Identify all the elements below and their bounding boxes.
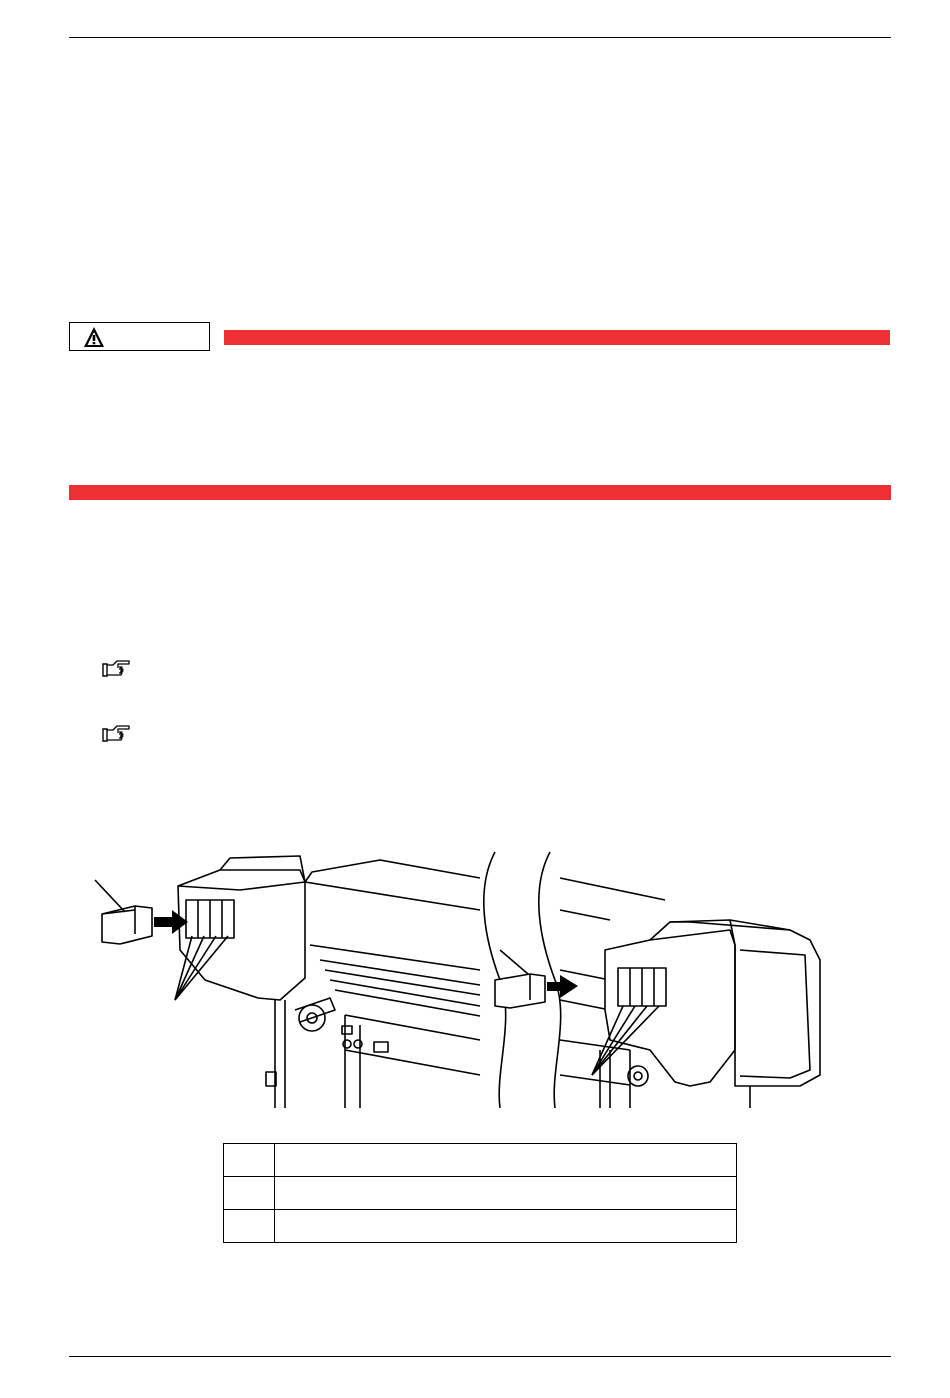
footer-rule — [69, 1356, 891, 1357]
header-rule — [69, 37, 891, 38]
warning-bottom-bar — [69, 485, 891, 500]
pointing-hand-icon — [101, 658, 131, 680]
ink-cartridge-insertion-illustration — [90, 850, 835, 1108]
table-cell-text — [275, 1210, 737, 1243]
table-cell-number — [224, 1210, 275, 1243]
table-cell-text — [275, 1177, 737, 1210]
table-cell-text — [275, 1144, 737, 1177]
legend-table — [223, 1143, 737, 1243]
table-cell-number — [224, 1177, 275, 1210]
table-cell-number — [224, 1144, 275, 1177]
table-row — [224, 1210, 737, 1243]
table-row — [224, 1177, 737, 1210]
warning-triangle-icon — [83, 326, 105, 348]
warning-top-bar — [224, 330, 890, 345]
table-row — [224, 1144, 737, 1177]
warning-label-box — [69, 322, 210, 351]
pointing-hand-icon — [101, 723, 131, 745]
